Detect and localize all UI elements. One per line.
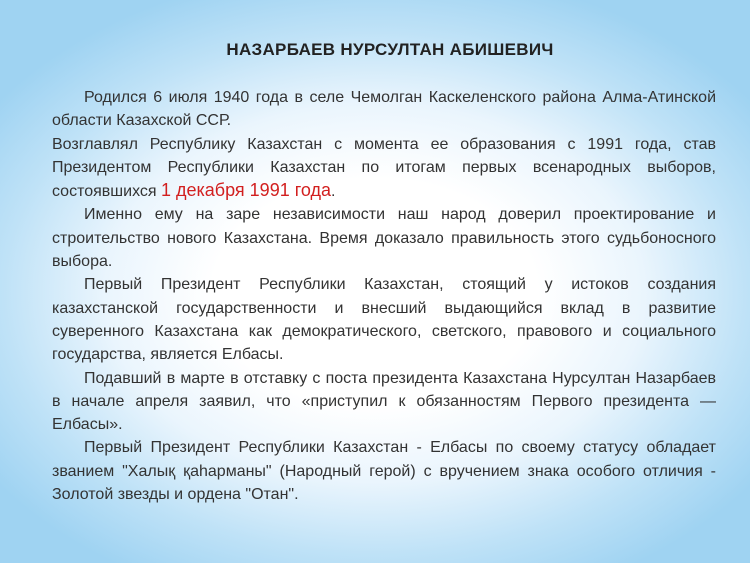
paragraph-first-president: Первый Президент Республики Казахстан, стоящий у истоков создания казахстанской государственности и внесший выдающийся вклад в развитие суверенного Казахстана как демократического, светского, правового и социального государства, является Елбасы. xyxy=(52,276,716,364)
paragraph-presidency xyxy=(52,133,716,204)
biography-text xyxy=(52,86,716,506)
paragraph-birth: Родился 6 июля 1940 года в селе Чемолган Каскеленского района Алма-Атинской области Казахской ССР. xyxy=(52,89,716,130)
slide-title: НАЗАРБАЕВ НУРСУЛТАН АБИШЕВИЧ xyxy=(226,40,554,59)
paragraph-status: Первый Президент Республики Казахстан - Елбасы по своему статусу обладает званием "Халық қаһарманы" (Народный герой) с вручением знака особого отличия - Золотой звезды и ордена "Отан". xyxy=(52,439,716,504)
paragraph-resignation: Подавший в марте в отставку с поста президента Казахстана Нурсултан Назарбаев в начале апреля заявил, что «приступил к обязанностям Первого президента — Елбасы». xyxy=(52,369,716,434)
paragraph-independence: Именно ему на заре независимости наш народ доверил проектирование и строительство нового Казахстана. Время доказало правильность этого судьбоносного выбора. xyxy=(52,206,716,271)
presidency-text: Возглавлял Республику Казахстан с момента ее образования с 1991 года, став Президентом Республики Казахстан по итогам первых всенародных выборов, состоявшихся xyxy=(52,135,716,201)
election-date-highlight: 1 декабря 1991 года xyxy=(161,180,332,201)
presidency-end: . xyxy=(331,183,336,201)
